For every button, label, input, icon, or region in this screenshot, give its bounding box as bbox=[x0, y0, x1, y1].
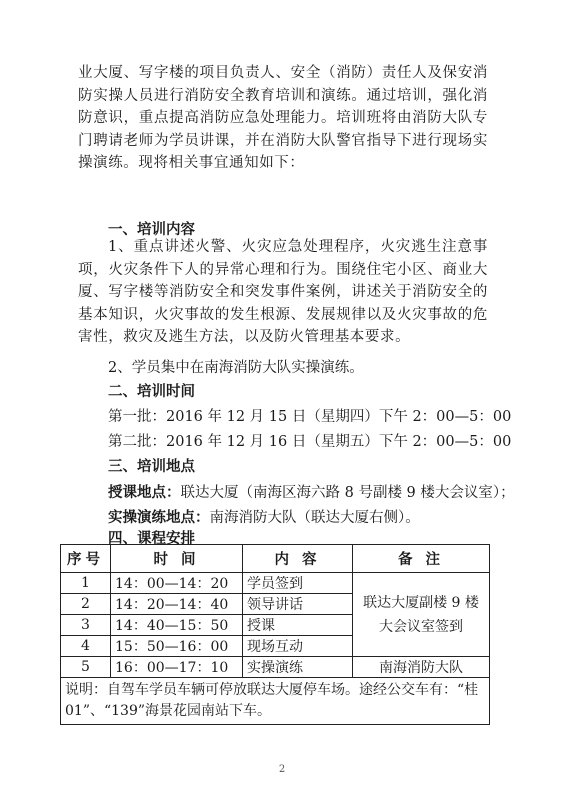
row-no: 4 bbox=[61, 636, 111, 657]
drill-location bbox=[108, 506, 420, 527]
drill-location-value: 南海消防大队（联达大厦右侧）。 bbox=[209, 510, 420, 526]
lecture-location-label: 授课地点： bbox=[108, 484, 181, 501]
intro-paragraph: 业大厦、写字楼的项目负责人、安全（消防）责任人及保安消防实操人员进行消防安全教育培训和演练。通过培训，强化消防意识，重点提高消防应急处理能力。培训班将由消防大队专门聘请老师为学员讲课，并在消防大队警官指导下进行现场实操演练。现将相关事宜通知如下： bbox=[78, 65, 488, 171]
header-time: 时 间 bbox=[111, 545, 243, 573]
row-no: 2 bbox=[61, 594, 111, 615]
row-remark: 南海消防大队 bbox=[353, 657, 490, 678]
page-number: 2 bbox=[278, 764, 286, 775]
section-4-title: 四、课程安排 bbox=[108, 530, 195, 547]
row-content: 授课 bbox=[243, 615, 353, 636]
drill-location-label: 实操演练地点： bbox=[108, 509, 210, 526]
row-no: 1 bbox=[61, 573, 111, 594]
section-1-item-1: 1、重点讲述火警、火灾应急处理程序，火灾逃生注意事项，火灾条件下人的异常心理和行为。围绕住宅小区、商业大厦、写字楼等消防安全和突发事件案例，讲述关于消防安全的基本知识，火灾事故的发生根源、发展规律以及火灾事故的危害性，救灾及逃生方法，以及防火管理基本要求。 bbox=[78, 239, 488, 345]
table-row bbox=[61, 657, 490, 678]
row-content: 实操演练 bbox=[243, 657, 353, 678]
table-note: 说明：自驾车学员车辆可停放联达大厦停车场。途经公交车有：“桂 01”、“139”海景花园南站下车。 bbox=[61, 678, 490, 725]
row-time: 14：20—14：40 bbox=[111, 594, 243, 615]
header-no: 序号 bbox=[61, 545, 111, 573]
training-batch-1: 第一批：2016 年 12 月 15 日（星期四）下午 2：00—5：00 bbox=[108, 409, 512, 425]
table-note-row bbox=[61, 678, 490, 725]
lecture-location bbox=[108, 481, 515, 502]
section-3-title: 三、培训地点 bbox=[108, 458, 195, 475]
row-content: 现场互动 bbox=[243, 636, 353, 657]
row-no: 5 bbox=[61, 657, 111, 678]
training-batch-2: 第二批：2016 年 12 月 16 日（星期五）下午 2：00—5：00 bbox=[108, 434, 512, 450]
lecture-location-value: 联达大厦（南海区海六路 8 号副楼 9 楼大会议室）； bbox=[180, 485, 515, 501]
section-1-item-2: 2、学员集中在南海消防大队实操演练。 bbox=[108, 360, 364, 376]
table-row bbox=[61, 573, 490, 594]
row-time: 15：50—16：00 bbox=[111, 636, 243, 657]
row-time: 14：00—14：20 bbox=[111, 573, 243, 594]
row-time: 14：40—15：50 bbox=[111, 615, 243, 636]
header-remark: 备 注 bbox=[353, 545, 490, 573]
table-header-row bbox=[61, 545, 490, 573]
schedule-table bbox=[60, 544, 490, 725]
row-time: 16：00—17：10 bbox=[111, 657, 243, 678]
row-content: 领导讲话 bbox=[243, 594, 353, 615]
header-content: 内 容 bbox=[243, 545, 353, 573]
row-remark: 联达大厦副楼 9 楼大会议室签到 bbox=[353, 573, 490, 657]
section-1-title: 一、培训内容 bbox=[108, 221, 195, 238]
section-2-title: 二、培训时间 bbox=[108, 383, 195, 400]
row-content: 学员签到 bbox=[243, 573, 353, 594]
row-no: 3 bbox=[61, 615, 111, 636]
